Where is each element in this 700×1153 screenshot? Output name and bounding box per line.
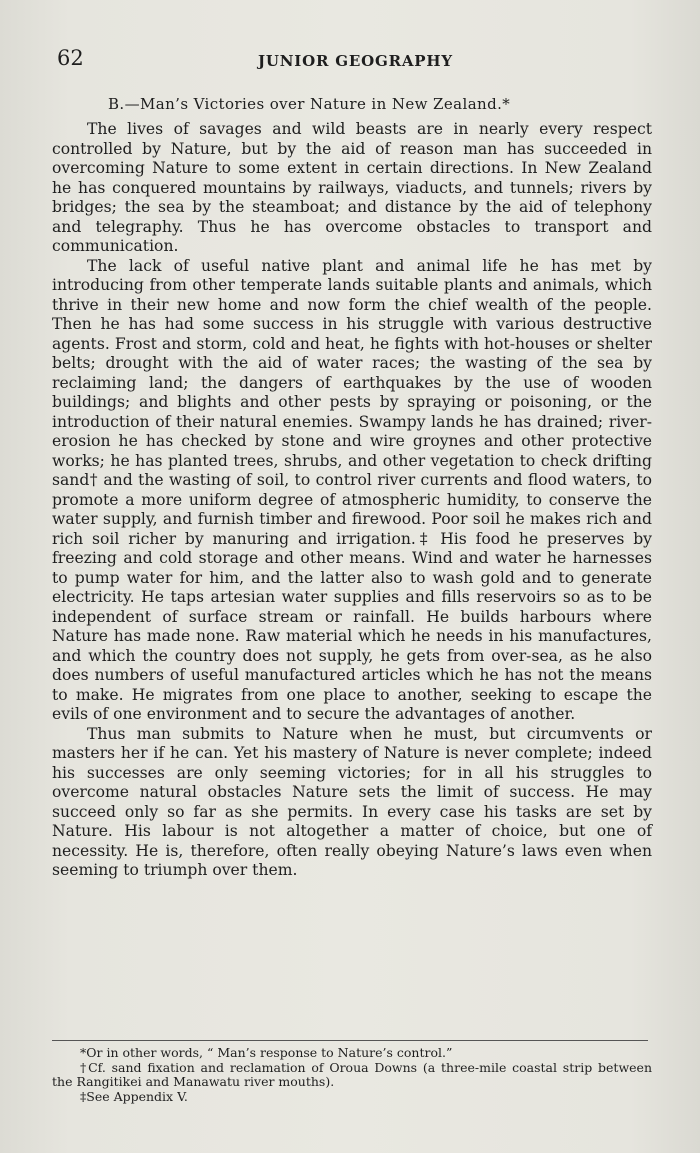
paragraph-destructive-agents: The lack of useful native plant and animal life he has met by introducing from other temperate lands suitable plants and animals, which thrive in their new home and now form the chief wealth of the people. Then he has had some success in his struggle with various destructive agents. Frost and storm, cold and heat, he fights with hot-houses or shelter belts; drought with the aid of water races; the wasting of the sea by reclaiming land; the dangers of earthquakes by the use of wooden buildings; and blights and other pests by spraying or poisoning, or the introduction of their natural enemies. Swampy lands he has drained; river-erosion he has checked by stone and wire groynes and other protective works; he has planted trees, shrubs, and other vegetation to check drifting sand† and the wasting of soil, to control river currents and flood waters, to promote a more uniform degree of atmospheric humidity, to conserve the water supply, and furnish timber and firewood. Poor soil he makes rich and rich soil richer by manuring and irrigation.‡ His food he preserves by freezing and cold storage and other means. Wind and water he harnesses to pump water for him, and the latter also to wash gold and to generate electricity. He taps artesian water supplies and fills reservoirs so as to be independent of surface stream or rainfall. He builds harbours where Nature has made none. Raw material which he needs in his manufactures, and which the country does not supply, he gets from over-sea, as he also does numbers of useful manufactured articles which he has not the means to make. He migrates from one place to another, seeking to escape the evils of one environment and to secure the advantages of another.	[52, 256, 652, 723]
footnote-asterisk: *Or in other words, “ Man’s response to Nature’s control.”	[80, 1045, 453, 1060]
footnote-dagger: †Cf. sand fixation and reclamation of Oroua Downs (a three-mile coastal strip between the Rangitikei and Manawatu river mouths).	[52, 1059, 652, 1089]
paragraph-transport: The lives of savages and wild beasts are in nearly every respect controlled by Nature, but by the aid of reason man has succeeded in overcoming Nature to some extent in certain directions. In New Zealand he has conquered mountains by railways, viaducts, and tunnels; rivers by bridges; the sea by the steamboat; and distance by the aid of telephony and telegraphy. Thus he has overcome obstacles to transport and communication.	[52, 120, 652, 255]
page-number: 62	[57, 46, 84, 70]
footnote-double-dagger: ‡See Appendix V.	[80, 1088, 188, 1104]
footnote-divider	[52, 1040, 648, 1041]
paragraph-submission-to-nature: Thus man submits to Nature when he must, but circumvents or masters her if he can. Yet his mastery of Nature is never complete; indeed his successes are only seeming victories; for in all his struggles to overcome natural obstacles Nature sets the limit of success. He may succeed only so far as she permits. In every case his tasks are set by Nature. His labour is not altogether a matter of choice, but one of necessity. He is, therefore, often really obeying Nature’s laws even when seeming to triumph over them.	[52, 724, 652, 879]
body-text	[52, 120, 652, 881]
running-title: JUNIOR GEOGRAPHY	[258, 52, 453, 70]
section-heading: B.—Man’s Victories over Nature in New Zealand.*	[108, 95, 511, 113]
footnotes	[52, 1046, 652, 1104]
